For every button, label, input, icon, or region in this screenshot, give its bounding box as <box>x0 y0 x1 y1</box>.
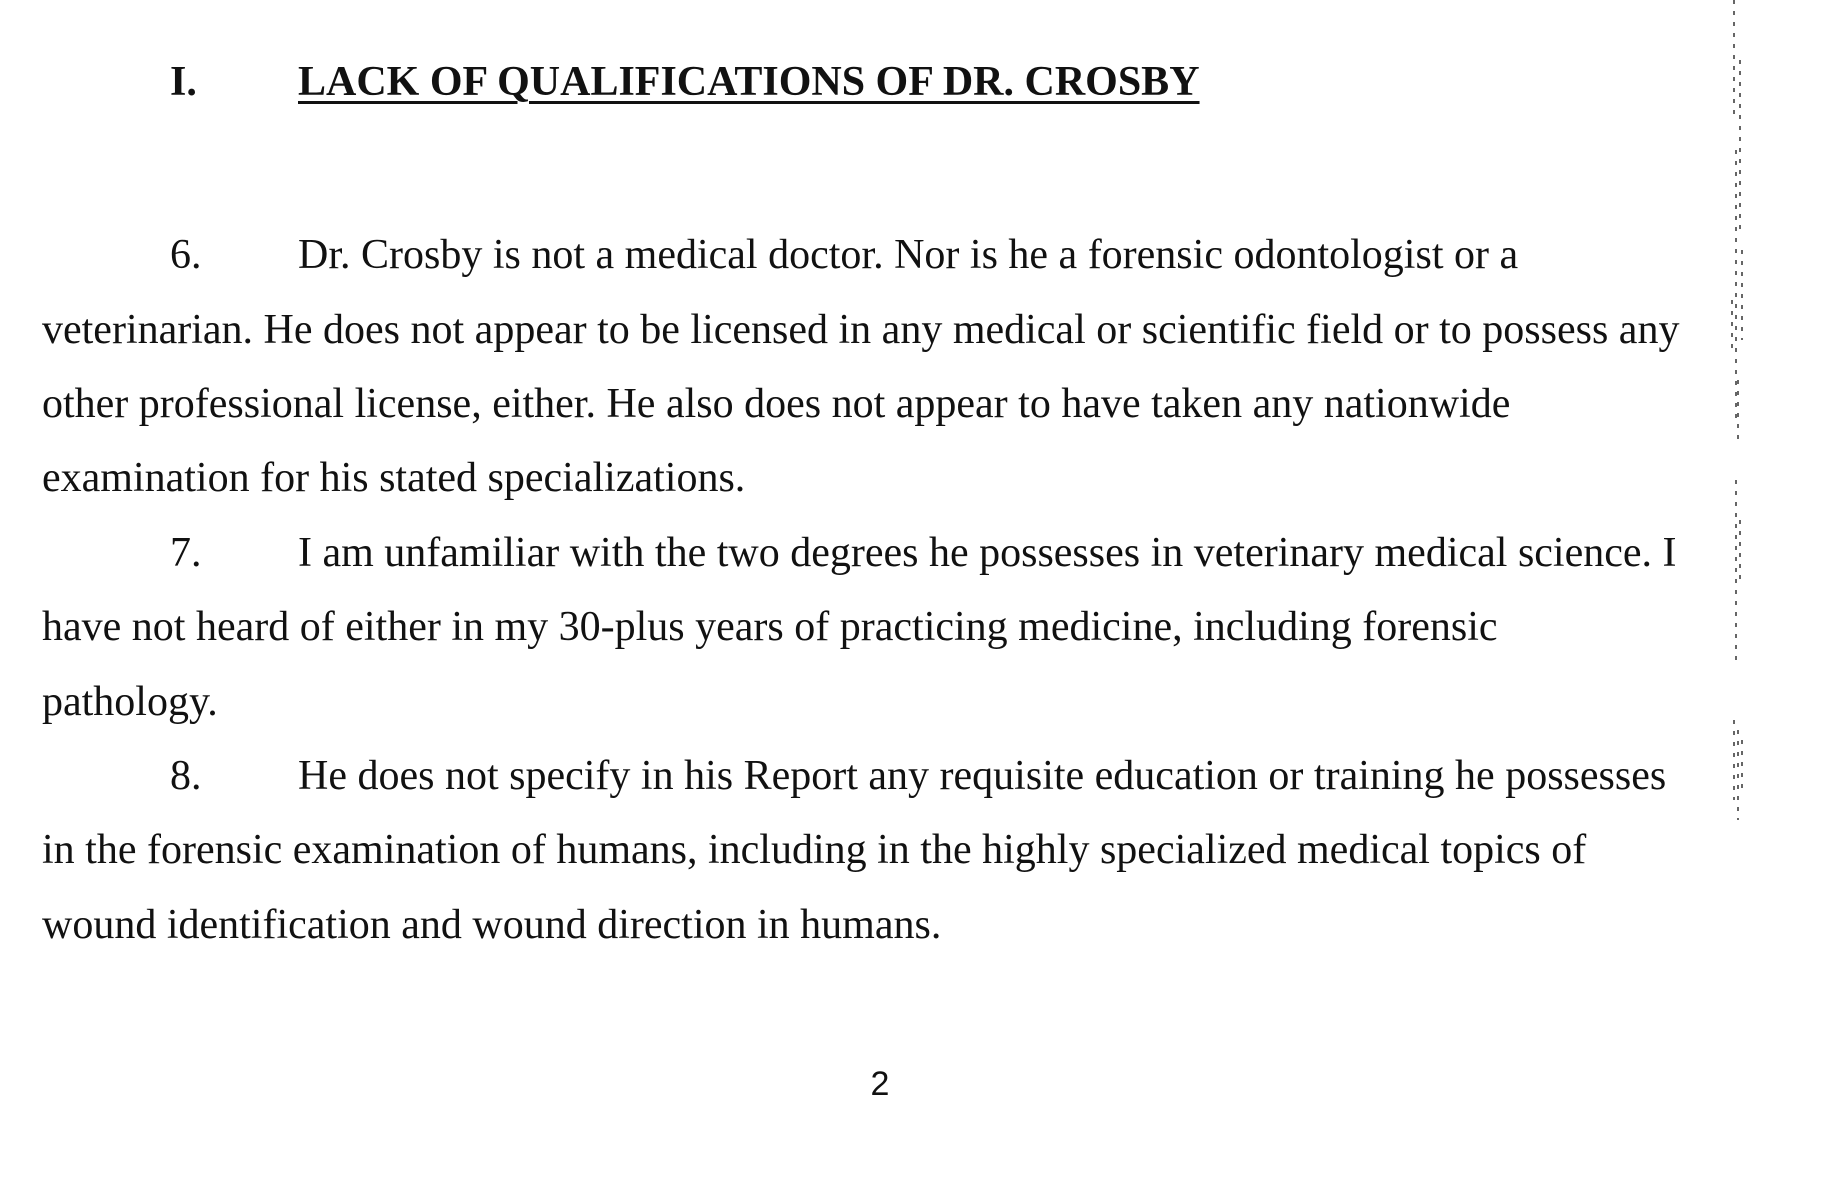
paragraph-7-line: pathology. <box>42 679 218 725</box>
paragraph-text: Dr. Crosby is not a medical doctor. Nor is he a forensic odontologist or a <box>298 232 1519 278</box>
paragraph-8-line: in the forensic examination of humans, including in the highly specialized medical topics of <box>42 827 1587 873</box>
paragraph-7-line: have not heard of either in my 30-plus years of practicing medicine, including forensic <box>42 604 1498 650</box>
section-number: I. <box>170 59 197 105</box>
paragraph-number: 8. <box>170 753 202 799</box>
scan-artifact <box>1712 0 1752 940</box>
paragraph-number: 7. <box>170 530 202 576</box>
paragraph-6-line: veterinarian. He does not appear to be licensed in any medical or scientific field or to possess any <box>42 307 1680 353</box>
paragraph-number: 6. <box>170 232 202 278</box>
section-title: LACK OF QUALIFICATIONS OF DR. CROSBY <box>298 59 1200 105</box>
paragraph-8-line: wound identification and wound direction in humans. <box>42 902 942 948</box>
paragraph-text: I am unfamiliar with the two degrees he possesses in veterinary medical science. I <box>298 530 1677 576</box>
paragraph-text: He does not specify in his Report any requisite education or training he possesses <box>298 753 1667 799</box>
page-number: 2 <box>870 1065 890 1103</box>
paragraph-6-line: other professional license, either. He also does not appear to have taken any nationwide <box>42 381 1511 427</box>
paragraph-6-line: examination for his stated specializations. <box>42 455 746 501</box>
